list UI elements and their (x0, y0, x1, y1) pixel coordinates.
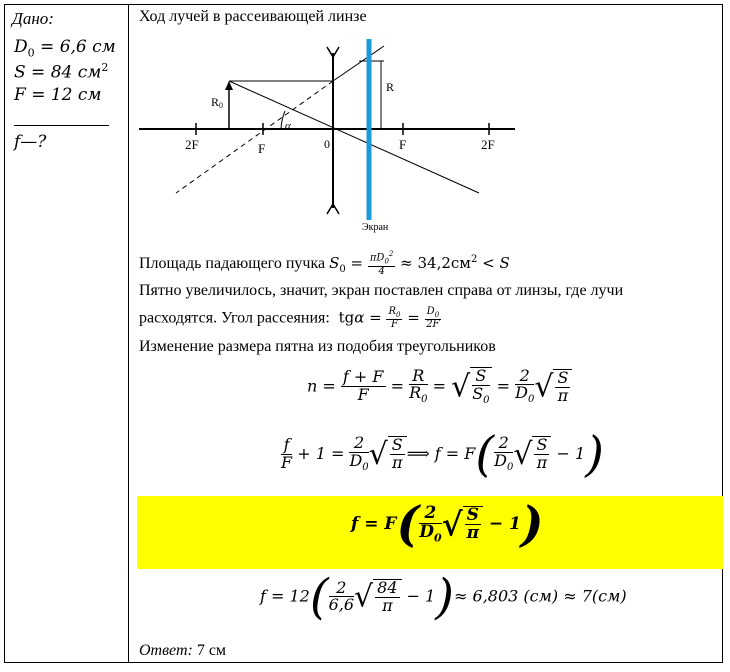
given-divider (14, 125, 109, 126)
label-zero: 0 (324, 137, 330, 151)
answer-line: Ответ: 7 см (139, 642, 227, 659)
area-line: Площадь падающего пучка $S_0$ = $\frac{\pi D_0^2}{4}$ ≈ $34,2см^2 < S$ (139, 250, 510, 277)
formula-final: f = F( $\frac{2}{D_0}$ √ $\frac{S}{\pi}$ − 1) (351, 496, 544, 553)
area-fraction: $\frac{\pi D_0^2}{4}$ (369, 250, 394, 277)
diverge-line: расходятся. Угол рассеяния: tgα = $\frac{R_0}{F}$ = $\frac{D_0}{2F}$ (139, 306, 440, 331)
given-s: S = 84 $см^2$ (14, 61, 109, 83)
label-r: R (386, 80, 395, 94)
label-r0: R0 (211, 95, 224, 110)
given-column (5, 5, 128, 662)
label-f-left: F (258, 141, 266, 156)
change-text: Изменение размера пятна из подобия треугольников (139, 338, 496, 355)
label-2f-right: 2F (481, 137, 495, 152)
central-ray (229, 81, 479, 193)
ray-diagram (129, 5, 724, 240)
find-label: f—? (14, 132, 47, 152)
given-d0: $D_0 = 6,6$ см (14, 37, 116, 60)
given-label: Дано: (12, 9, 54, 28)
solution-column (129, 5, 722, 662)
refracted-ray-up (333, 46, 384, 81)
formula-similarity: n = $\frac{f + F}{F}$ = $\frac{R}{R_0}$ = √ $\frac{S}{S_0}$ = $\frac{2}{D_0}$ √ $\frac{S}{\pi}$ (307, 367, 572, 406)
label-alpha: α (285, 120, 291, 132)
spot-text: Пятно увеличилось, значит, экран поставлен справа от линзы, где лучи (139, 282, 624, 299)
given-f: F = 12 см (14, 85, 102, 105)
label-screen: Экран (362, 222, 389, 233)
diagram-title: Ход лучей в рассеивающей линзе (139, 8, 367, 25)
label-2f-left: 2F (185, 137, 199, 152)
formula-derivation: $\frac{f}{F}$ + 1 = $\frac{2}{D_0}$ √ $\frac{S}{\pi}$ ⟹ f = F( $\frac{2}{D_0}$ √ $\frac{S}{\pi}$ − 1) (281, 426, 604, 483)
formula-numeric: f = 12( $\frac{2}{6,6}$ √ $\frac{84}{\pi}$ − 1)≈ 6,803 (см) ≈ 7(см) (260, 568, 627, 625)
solution-table (4, 4, 723, 663)
label-f-right: F (399, 137, 407, 152)
virtual-extension (176, 81, 333, 193)
